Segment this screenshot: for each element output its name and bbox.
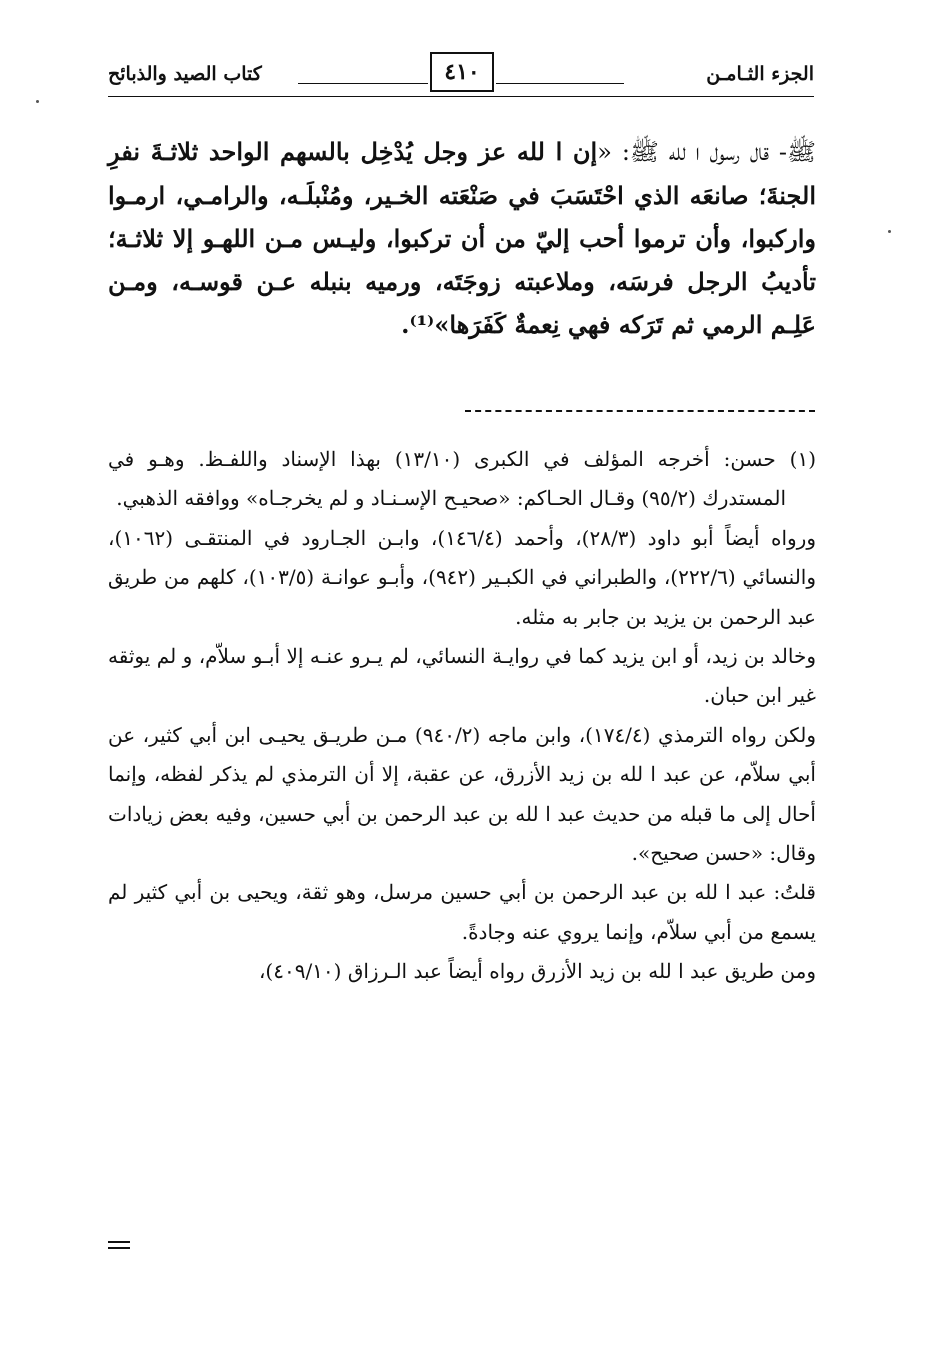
footnote-paragraph: وخالد بن زيد، أو ابن يزيد كما في روايـة النسائي، لم يـرو عنـه إلا أبـو سلاّم، و لم يوثقه غير ابن حبان. bbox=[108, 644, 817, 708]
continuation-mark bbox=[108, 1241, 130, 1249]
scan-speck bbox=[888, 230, 891, 233]
hadith-intro: ﷺ- قال رسول ا لله ﷺ: « bbox=[597, 138, 817, 166]
book-title: كتاب الصيد والذبائح bbox=[108, 63, 262, 85]
hadith-text bbox=[108, 130, 816, 346]
header-rule bbox=[108, 96, 814, 97]
footnotes bbox=[108, 440, 816, 992]
header-line-left bbox=[298, 83, 428, 84]
footnote-paragraph: قلتُ: عبد ا لله بن عبد الرحمن بن أبي حسين مرسل، وهو ثقة، ويحيى بن أبي كثير لم يسمع من أبي سلاّم، وإنما يروي عنه وجادةً. bbox=[108, 880, 816, 944]
page-header bbox=[108, 52, 814, 96]
footnote-paragraph: ولكن رواه الترمذي (١٧٤/٤)، وابن ماجه (٩٤٠/٢) مـن طريـق يحيـى ابن أبي كثير، عن أبي سلاّم، عن عبد ا لله بن زيد الأزرق، عن عقبة، إلا أن الترمذي لم يذكر لفظه، وإنما أحال إلى ما قبله من حديث عبد ا لله بن عبد الرحمن بن أبي حسين، وفيه بعض زيادات وقال: «حسن صحيح». bbox=[108, 722, 816, 866]
footnote-paragraph: ورواه أيضاً أبو داود (٢٨/٣)، وأحمد (١٤٦/٤)، وابـن الجـارود في المنتقـى (١٠٦٢)، والنسائي (٢٢٢/٦)، والطبراني في الكبـير (٩٤٢)، وأبـو عوانـة (١٠٣/٥)، كلهم من طريق عبد الرحمن بن يزيد بن جابر به مثله. bbox=[108, 525, 817, 629]
footnote-separator bbox=[465, 410, 815, 412]
part-label: الجزء الثـامـن bbox=[706, 63, 814, 85]
footnote-paragraph: ومن طريق عبد ا لله بن زيد الأزرق رواه أيضاً عبد الـرزاق (٤٠٩/١٠)، bbox=[258, 959, 816, 984]
scan-speck bbox=[36, 100, 39, 103]
hadith-ending: »⁽¹⁾. bbox=[401, 310, 450, 339]
hadith-body: إن ا لله عز وجل يُدْخِل بالسهم الواحد ثلاثـةَ نفرِ الجنةَ؛ صانعَه الذي احْتَسَبَ في صَنْعَته الخـير، ومُنْبلَـه، والرامـي، ارمـوا واركبوا، وأن ترموا أحب إليّ من أن تركبوا، وليـس مـن اللهـو إلا ثلاثـة؛ تأديبُ الرجل فرسَه، وملاعبته زوجَتَه، ورميه بنبله عـن قوسـه، ومـن عَلِـم الرمي ثم تَرَكه فهي نِعمةٌ كَفَرَها bbox=[108, 137, 816, 339]
header-line-right bbox=[496, 83, 624, 84]
footnote-paragraph: (١) حسن: أخرجه المؤلف في الكبرى (١٣/١٠) بهذا الإسناد واللفـظ. وهـو في المستدرك (٩٥/٢) وقـال الحـاكم: «صحيـح الإسـنـاد و لم يخرجـاه» ووافقه الذهبي. bbox=[108, 447, 816, 511]
page-number: ٤١٠ bbox=[430, 52, 494, 92]
